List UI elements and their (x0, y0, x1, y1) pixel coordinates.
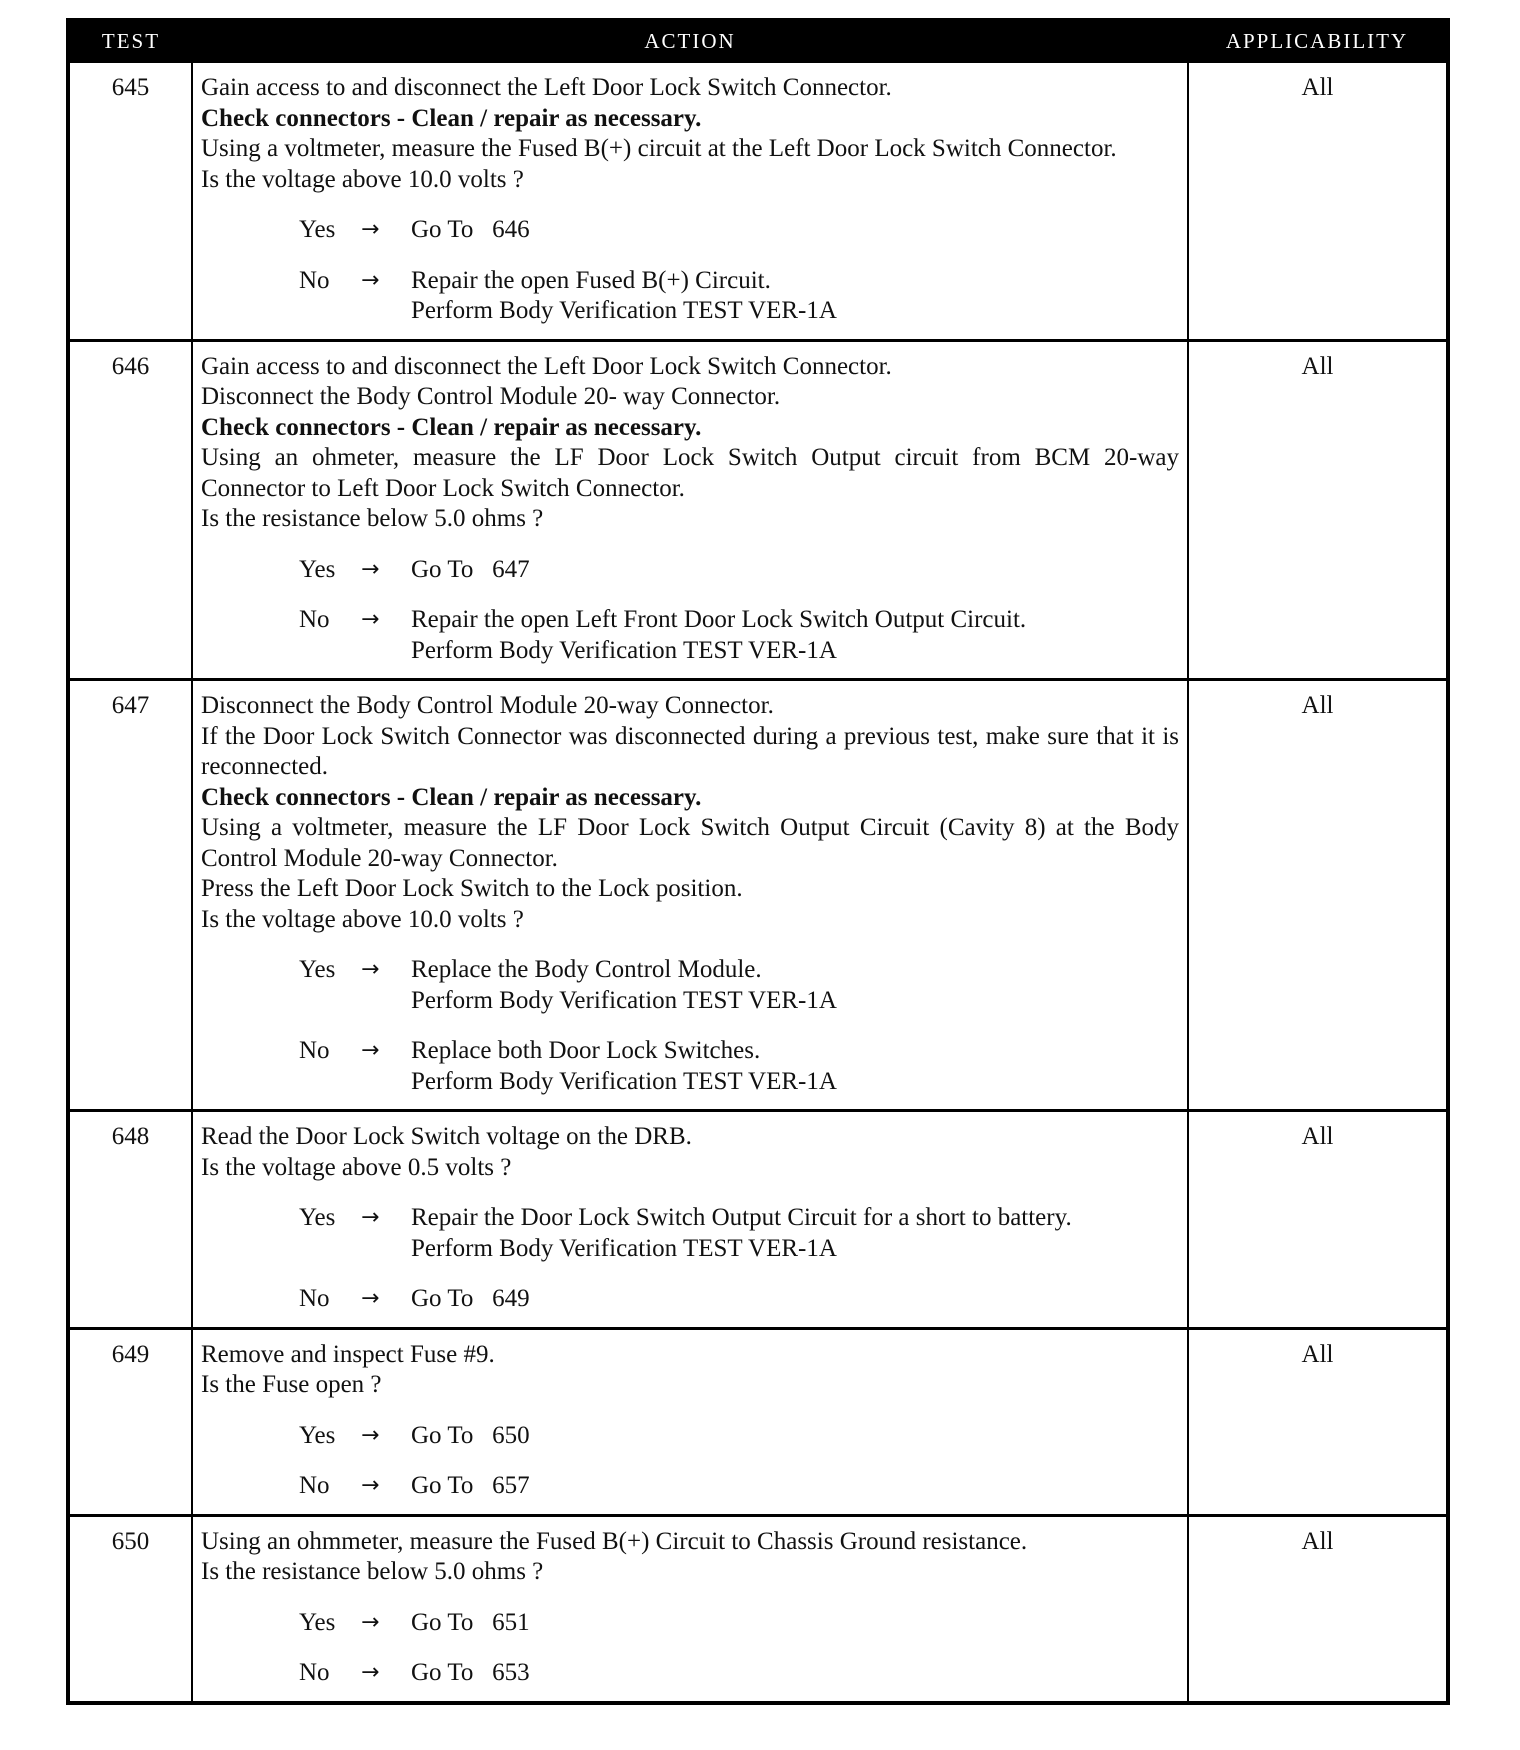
branch-answer: Yes (299, 555, 336, 583)
table-row (68, 1515, 1448, 1703)
action-step: Is the Fuse open ? (201, 1371, 382, 1398)
table-row (68, 340, 1448, 680)
test-number: 649 (68, 1328, 192, 1515)
result-line: Go To 646 (411, 216, 530, 243)
branch-result (411, 1203, 1179, 1264)
branch-no (201, 1284, 1179, 1315)
action-cell (192, 340, 1188, 680)
branch-yes (201, 1203, 1179, 1264)
branch-answer: No (299, 1659, 330, 1686)
branch-result (411, 1608, 1179, 1639)
branch-no (201, 1036, 1179, 1097)
action-step: Press the Left Door Lock Switch to the Lock position. (201, 875, 743, 902)
branch-result (411, 1421, 1179, 1452)
action-step: Using an ohmmeter, measure the Fused B(+) Circuit to Chassis Ground resistance. (201, 1527, 1028, 1555)
test-number: 650 (68, 1515, 192, 1703)
branch-answer: No (299, 1285, 330, 1312)
branch-yes (201, 215, 1179, 246)
branch-result (411, 1036, 1179, 1097)
result-line: Perform Body Verification TEST VER-1A (411, 297, 837, 324)
action-step: Disconnect the Body Control Module 20-way Connector. (201, 692, 774, 719)
applicability-value: All (1188, 680, 1448, 1111)
branch-result (411, 555, 1179, 586)
branch-answer: No (299, 1472, 330, 1499)
table-body (68, 62, 1448, 1703)
action-step: Gain access to and disconnect the Left Door Lock Switch Connector. (201, 352, 892, 380)
table-row (68, 62, 1448, 341)
branch-result (411, 215, 1179, 246)
result-line: Go To 649 (411, 1285, 530, 1312)
table-row (68, 1111, 1448, 1329)
test-number: 646 (68, 340, 192, 680)
action-cell (192, 1328, 1188, 1515)
arrow-right-icon: → (361, 1205, 380, 1230)
branch-no (201, 1471, 1179, 1502)
branch-answer: Yes (299, 1421, 336, 1449)
arrow-right-icon: → (361, 1609, 380, 1635)
action-step: Is the resistance below 5.0 ohms ? (201, 1558, 544, 1585)
result-line: Perform Body Verification TEST VER-1A (411, 1234, 837, 1262)
decision-branches (201, 1203, 1179, 1315)
action-step: Disconnect the Body Control Module 20- way Connector. (201, 383, 781, 410)
action-step: Read the Door Lock Switch voltage on the DRB. (201, 1123, 692, 1150)
arrow-right-icon: → (361, 1422, 380, 1448)
branch-result (411, 605, 1179, 666)
branch-yes (201, 555, 1179, 586)
branch-no (201, 605, 1179, 666)
table-header-row (68, 20, 1448, 62)
branch-no (201, 266, 1179, 327)
action-step: Is the voltage above 10.0 volts ? (201, 905, 524, 933)
branch-answer: No (299, 606, 330, 633)
action-step: Is the voltage above 0.5 volts ? (201, 1153, 512, 1181)
result-line: Repair the Door Lock Switch Output Circuit for a short to battery. (411, 1204, 1072, 1231)
action-step: Using an ohmeter, measure the LF Door Lock Switch Output circuit from BCM 20-way Connector to Left Door Lock Switch Connector. (201, 444, 1179, 502)
decision-branches (201, 1608, 1179, 1689)
result-line: Repair the open Fused B(+) Circuit. (411, 266, 771, 294)
branch-result (411, 266, 1179, 327)
branch-answer: Yes (299, 1204, 336, 1231)
action-step: Is the voltage above 10.0 volts ? (201, 165, 524, 193)
action-step: Is the resistance below 5.0 ohms ? (201, 505, 544, 532)
header-action: ACTION (192, 20, 1188, 62)
arrow-right-icon: → (361, 1473, 380, 1498)
branch-answer: No (299, 266, 330, 294)
result-line: Replace both Door Lock Switches. (411, 1037, 761, 1064)
action-step: Remove and inspect Fuse #9. (201, 1340, 495, 1368)
header-test: TEST (68, 20, 192, 62)
branch-answer: No (299, 1037, 330, 1064)
branch-result (411, 1284, 1179, 1315)
branch-answer: Yes (299, 1608, 336, 1636)
result-line: Repair the open Left Front Door Lock Switch Output Circuit. (411, 606, 1027, 633)
arrow-right-icon: → (361, 1038, 380, 1063)
result-line: Go To 647 (411, 555, 530, 583)
table-row (68, 1328, 1448, 1515)
header-applicability: APPLICABILITY (1188, 20, 1448, 62)
action-step: Using a voltmeter, measure the LF Door Lock Switch Output Circuit (Cavity 8) at the Body Control Module 20-way Connector. (201, 814, 1179, 872)
arrow-right-icon: → (361, 556, 380, 582)
action-cell (192, 1111, 1188, 1329)
check-connectors-note: Check connectors - Clean / repair as necessary. (201, 104, 702, 132)
branch-no (201, 1658, 1179, 1689)
applicability-value: All (1188, 1328, 1448, 1515)
action-cell (192, 1515, 1188, 1703)
branch-yes (201, 1421, 1179, 1452)
applicability-value: All (1188, 62, 1448, 341)
branch-result (411, 1658, 1179, 1689)
action-cell (192, 62, 1188, 341)
arrow-right-icon: → (361, 267, 380, 293)
branch-yes (201, 1608, 1179, 1639)
table-row (68, 680, 1448, 1111)
test-procedure-table (66, 18, 1450, 1705)
decision-branches (201, 215, 1179, 327)
arrow-right-icon: → (361, 1660, 380, 1685)
test-number: 645 (68, 62, 192, 341)
check-connectors-note: Check connectors - Clean / repair as necessary. (201, 413, 702, 441)
check-connectors-note: Check connectors - Clean / repair as necessary. (201, 783, 702, 811)
result-line: Replace the Body Control Module. (411, 956, 762, 983)
arrow-right-icon: → (361, 607, 380, 632)
arrow-right-icon: → (361, 217, 380, 242)
action-cell (192, 680, 1188, 1111)
diagnostic-test-sheet (66, 18, 1446, 1705)
branch-result (411, 1471, 1179, 1502)
result-line: Go To 657 (411, 1472, 530, 1499)
result-line: Perform Body Verification TEST VER-1A (411, 1067, 837, 1095)
applicability-value: All (1188, 1111, 1448, 1329)
branch-result (411, 955, 1179, 1016)
applicability-value: All (1188, 340, 1448, 680)
decision-branches (201, 955, 1179, 1097)
test-number: 648 (68, 1111, 192, 1329)
action-step: Gain access to and disconnect the Left Door Lock Switch Connector. (201, 74, 892, 101)
result-line: Perform Body Verification TEST VER-1A (411, 986, 837, 1014)
result-line: Go To 653 (411, 1659, 530, 1686)
branch-yes (201, 955, 1179, 1016)
branch-answer: Yes (299, 956, 336, 983)
applicability-value: All (1188, 1515, 1448, 1703)
test-number: 647 (68, 680, 192, 1111)
branch-answer: Yes (299, 216, 336, 243)
result-line: Go To 651 (411, 1608, 530, 1636)
action-step: If the Door Lock Switch Connector was disconnected during a previous test, make sure that it is reconnected. (201, 722, 1179, 780)
result-line: Perform Body Verification TEST VER-1A (411, 636, 837, 664)
decision-branches (201, 1421, 1179, 1502)
arrow-right-icon: → (361, 1286, 380, 1311)
result-line: Go To 650 (411, 1421, 530, 1449)
decision-branches (201, 555, 1179, 667)
action-step: Using a voltmeter, measure the Fused B(+) circuit at the Left Door Lock Switch Connector. (201, 135, 1117, 162)
arrow-right-icon: → (361, 957, 380, 982)
